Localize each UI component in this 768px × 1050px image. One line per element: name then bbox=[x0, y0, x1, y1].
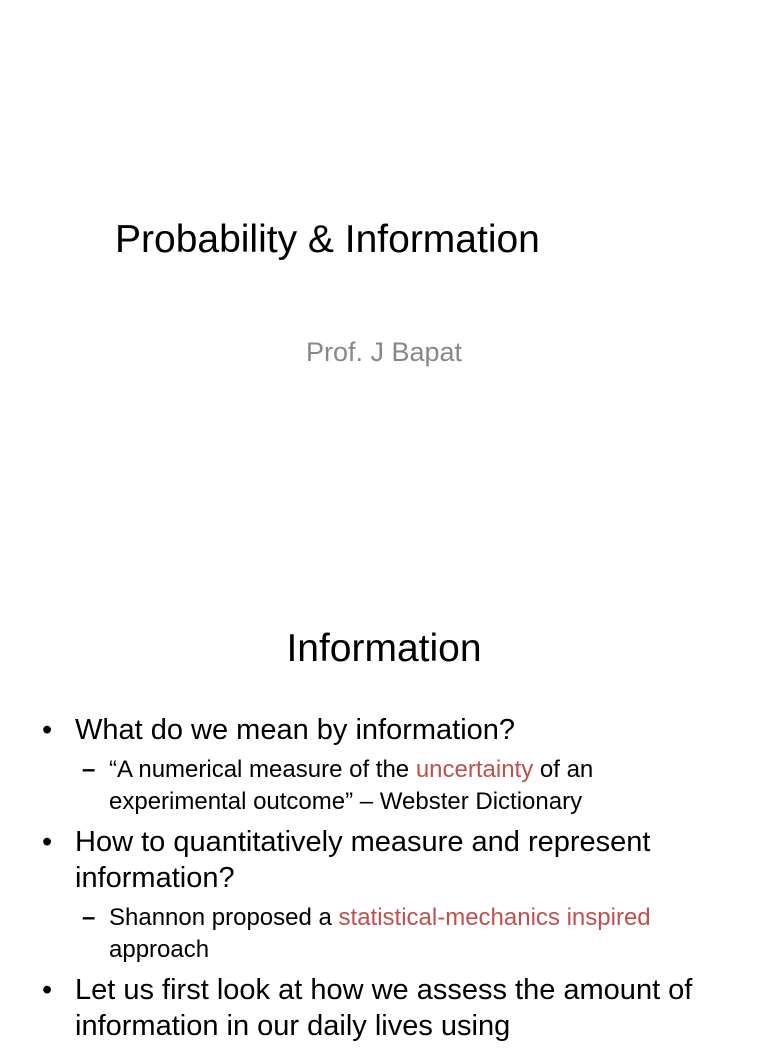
bullet-text: How to quantitatively measure and represent information? bbox=[75, 826, 651, 894]
slide-title: Probability & Information bbox=[115, 218, 540, 261]
bullet-text: What do we mean by information? bbox=[75, 714, 516, 746]
bullet-icon: • bbox=[42, 826, 53, 858]
list-item bbox=[0, 712, 768, 748]
bullet-list bbox=[0, 712, 768, 1050]
content-slide bbox=[0, 576, 768, 1042]
sub-text-after: of an experimental outcome” – Webster Dictionary bbox=[109, 756, 594, 815]
slide-title: Information bbox=[286, 627, 482, 670]
sub-text-before: Shannon proposed a bbox=[109, 904, 339, 931]
slide-subtitle: Prof. J Bapat bbox=[305, 337, 463, 367]
dash-icon: – bbox=[82, 756, 96, 783]
bullet-icon: • bbox=[42, 714, 53, 746]
highlight-text: uncertainty bbox=[415, 756, 534, 783]
dash-icon: – bbox=[82, 904, 96, 931]
sub-text-before: “A numerical measure of the bbox=[109, 756, 416, 783]
sub-list-item bbox=[0, 902, 768, 966]
list-item bbox=[0, 824, 768, 896]
sub-text-after: approach bbox=[109, 936, 210, 963]
highlight-text: statistical-mechanics inspired bbox=[338, 904, 651, 931]
bullet-icon: • bbox=[42, 974, 53, 1006]
bullet-text: Let us first look at how we assess the amount of information in our daily lives using bbox=[75, 974, 693, 1042]
list-item bbox=[0, 972, 768, 1044]
sub-list-item bbox=[0, 754, 768, 818]
